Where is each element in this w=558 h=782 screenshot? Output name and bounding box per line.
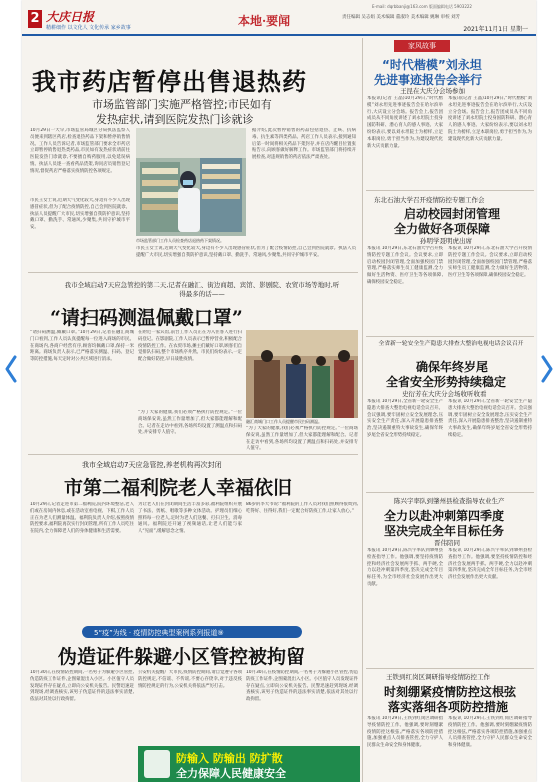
elderly-headline: 市第二福利院老人幸福依旧 <box>64 477 293 499</box>
elderly-body-col2: 为让老人们在封闭期间生活丰富多彩,福利院组织开展了书法、剪纸、唱歌等多种文体活动。护理员们细心照料每一位老人,定时为老人们送餐、打扫卫生、消毒通风。福利院还开通了视频通话,让老人们能与家人“见面”,缓解思念之情。 <box>138 502 242 535</box>
masks-body-col2: 在附近一家宾馆,前台工作人员正在为入住客人进行扫码登记。在影剧院,工作人员表示已暂停营业,积极配合疫情防控工作。在农贸市场,摊主们戴好口罩,顾客们自觉排队扫码,整个市场秩序井然。市民们纷纷表示,一定配合做好防控,早日战胜疫情。 <box>138 330 242 363</box>
banner-illustration <box>144 750 170 778</box>
contact-line: E-mail: dqrbbanji@163.com 版面编辑电话 5903222 <box>372 4 472 9</box>
rc1-byline: 王昆在大庆分会场参加 <box>400 87 465 95</box>
rc2-title-2: 全力做好各项保障 <box>394 222 491 236</box>
next-page-arrow[interactable] <box>540 354 554 384</box>
elderly-body-col3: 86岁的李大爷说:“福利院的工作人员对我们照顾得很周到,吃得好、住得好,我们一定配合好防疫工作,让家人放心。” <box>246 502 358 514</box>
rc4-body-col1: 本报讯 10月29日,陈兴宇率队到肇州县检查指导工作。他强调,要坚持疫情防控和经济社会发展两手抓、两手硬,全力以赴冲刺第四季度,坚决完成全年目标任务,为全市经济社会发展作出更大贡献。 <box>367 548 443 587</box>
rc1-title-2: 先进事迹报告会举行 <box>374 73 483 87</box>
divider <box>28 454 358 455</box>
editor-credits: 责任编辑 吴志娟 美术编辑 董淑玲 美术编辑 姚琳 审校 刘芳 <box>342 15 461 20</box>
fake-cert-body-col3: 10月30日,在疫情防控期间,一名男子为躲避小区管控,伪造防疫工作证件,企图蒙混出入小区。小区值守人员发现证件存在疑点,立即向公安机关报告。民警迅速赶到现场,经调查核实,该男子伪造证件的违法事实清楚,依法对其处以行政拘留。 <box>246 670 358 703</box>
epidemic-banner <box>138 746 360 782</box>
rc2-body-col1: 本报讯 10月29日,东北石油大学召开疫情防控专题工作会议。会议要求,立即启动校园封闭管理,全面加强校园门禁管理,严格落实师生员工健康监测,全力做好生活物资、医疗卫生等各项保障,确保校园安全稳定。 <box>367 246 443 285</box>
divider <box>366 190 534 191</box>
lead-headline: 我市药店暂停出售退热药 <box>32 67 307 96</box>
lead-subheadline-1: 市场监管部门实施严格管控;市民如有 <box>92 98 272 111</box>
paper-slogan: 精耕细作 以文化人 文化传承 家乡故事 <box>46 25 131 31</box>
rc4-body-col2: 本报讯 10月29日,陈兴宇率队到肇州县检查指导工作。他强调,要坚持疫情防控和经济社会发展两手抓、两手硬,全力以赴冲刺第四季度,坚决完成全年目标任务,为全市经济社会发展作出更大贡献。 <box>448 548 532 581</box>
rc5-kicker: 王铁到红岗区调研指导疫情防控工作 <box>386 673 490 681</box>
fake-cert-body-col1: 10月30日,在疫情防控期间,一名男子为躲避小区管控,伪造防疫工作证件,企图蒙混出入小区。小区值守人员发现证件存在疑点,立即向公安机关报告。民警迅速赶到现场,经调查核实,该男子伪造证件的违法事实清楚,依法对其处以行政拘留。 <box>30 670 134 703</box>
rc3-body-col2: 本报讯 10月29日,全省新一轮安全生产隐患大排查大整治电视电话会议召开。会议强调,要牢固树立安全发展理念,压实安全生产责任,深入开展隐患排查整治,坚决遏制重特大事故发生,确保年终岁尾全省安全形势持续稳定。 <box>448 399 532 438</box>
rc5-body-col2: 本报讯 10月29日,王铁到红岗区调研指导疫情防控工作。他强调,要时刻绷紧疫情防控这根弦,严格落实各项防控措施,加强重点人员排查管控,全力守护人民群众生命安全和身体健康。 <box>448 716 532 749</box>
lead-body-col1: 10月29日一大早,市场监管局城区分局执法监察人员便来到辖区药店,检查退热药品下架和暂停销售情况。工作人员告诉记者,市场监管部门要求全市药店立即暂停销售退热类药品,市民如有发热症状请前往医院发热门诊就诊,不要擅自购药服用,以免延误病情。执法人员逐一查看药品货架,询问店员销售登记情况,督促药店严格落实疫情防控各项规定。 <box>30 128 130 174</box>
series-tag <box>394 40 450 52</box>
section-title: 本地·要闻 <box>238 14 291 28</box>
masthead <box>22 0 536 36</box>
lead-body-bottom: 市民王女士说,近期天气变化较大,身边有不少人出现感冒症状,但为了配合疫情防控,自己会到医院就诊。执法人员提醒广大市民,切实增强自我防护意识,坚持戴口罩、勤洗手、常通风,少聚集,共同守护城市平安。 <box>136 246 356 258</box>
pharmacy-photo-caption: 市场监管部门工作人员检查药店退热药下架情况。 <box>136 238 224 243</box>
rc5-body-col1: 本报讯 10月29日,王铁到红岗区调研指导疫情防控工作。他强调,要时刻绷紧疫情防控这根弦,严格落实各项防控措施,加强重点人员排查管控,全力守护人民群众生命安全和身体健康。 <box>367 716 443 749</box>
pharmacy-photo <box>136 128 246 236</box>
rc4-title-1: 全力以赴冲刺第四季度 <box>384 509 505 523</box>
rc4-kicker: 陈兴宇率队到肇州县检查指导农业生产 <box>394 497 505 505</box>
page-number: 2 <box>28 10 42 28</box>
rc5-title-2: 落实落细各项防控措施 <box>388 700 509 714</box>
rc1-title-1: “时代楷模”刘永坦 <box>382 58 482 72</box>
lead-body-col2: 据介绍,此次暂停销售的药品包括退热、止咳、抗病毒、抗生素等四类药品。药店工作人员表示,接到通知后第一时间将相关药品下架封存,并在店内醒目位置张贴告示,向顾客做好解释工作。市场监管部门将持续开展检查,对违规销售的药店依法严肃查处。 <box>252 128 356 161</box>
fake-cert-kicker: 5“疫”为线 · 疫情防控典型案例系列报道⑨ <box>94 629 224 637</box>
divider <box>366 492 534 493</box>
rc3-title-2: 全省安全形势持续稳定 <box>386 375 507 389</box>
fake-cert-headline: 伪造证件躲避小区管控被拘留 <box>58 646 306 668</box>
mall-photo-caption: 融汇商城门口工作人员提醒市民扫码测温。 <box>246 419 322 424</box>
masks-body-col1: “请扫码测温,佩戴口罩。”10月29日,记者在融汇商城门口看到,工作人员认真提醒每一位进入商场的市民。在商场内,各商户经营有序,顾客均佩戴口罩,保持一米距离。商场负责人表示,已严格落实测温、扫码、登记等防控措施,每天定时对公共区域进行消杀。 <box>30 330 134 363</box>
series-tag-label: 家风故事 <box>408 42 436 50</box>
rc3-byline: 史衍芳在大庆分会场收听收看 <box>402 390 487 398</box>
masks-body-col2b: “为了大家的健康,我们必须严格执行防控规定。”一位商场保安说,虽然工作量增加了,但大家都能理解和配合。记者在走访中看到,各场所均设置了测温点和扫码处,并安排专人值守。 <box>138 410 242 436</box>
elderly-body-col1: 10月29日,记者走进市第二福利院,院内环境整洁,老人们或在房间内休息,或在活动室看电视、下棋,工作人员正在为老人们测量体温。福利院负责人介绍,按照疫情防控要求,福利院再次实行封闭管理,所有工作人员吃住在院内,全力保障老人们的身体健康和生活需要。 <box>30 502 134 535</box>
masks-kicker: 我市全域启动7天应急管控的第二天,记者在融汇、街边商超、宾馆、影剧院、农贸市场等地时,听得最多的话—— <box>64 281 340 298</box>
divider <box>28 272 358 273</box>
masks-body-col3: “为了大家的健康,我们必须严格执行防控规定。”一位商场保安说,虽然工作量增加了,但大家都能理解和配合。记者在走访中看到,各场所均设置了测温点和扫码处,并安排专人值守。 <box>246 426 358 452</box>
paper-logo: 大庆日报 <box>46 10 95 24</box>
divider <box>366 336 534 337</box>
rc4-byline: 晋伟陪同 <box>434 539 460 547</box>
rc2-kicker: 东北石油大学召开疫情防控专题工作会 <box>374 196 485 204</box>
rc1-body-col2: 本报讯(记者 王晶)10月29日,“时代楷模”刘永坦先进事迹报告会在哈尔滨举行,大庆设立分会场。报告会上,报告团成员从不同角度讲述了刘永坦院士投身国防科研、潜心育人的感人事迹。大家纷纷表示,要以刘永坦院士为榜样,立足本职岗位,勇于担当作为,为建设现代化新大庆贡献力量。 <box>448 96 532 142</box>
mall-photo <box>246 330 358 418</box>
rc4-title-2: 坚决完成全年目标任务 <box>384 524 505 538</box>
elderly-kicker: 我市全域启动7天应急管控,养老机构再次封闭 <box>82 461 222 469</box>
banner-line-2: 全力保障人民健康安全 <box>176 767 286 780</box>
previous-page-arrow[interactable] <box>4 354 18 384</box>
masks-headline: “请扫码测温佩戴口罩” <box>50 307 243 329</box>
rc2-title-1: 启动校园封闭管理 <box>404 207 501 221</box>
rc2-byline: 孙明学聂明虎出席 <box>420 237 472 245</box>
lead-body-col1b: 市民王女士说,近期天气变化较大,身边有不少人出现感冒症状,但为了配合疫情防控,自己会到医院就诊。执法人员提醒广大市民,切实增强自我防护意识,坚持戴口罩、勤洗手、常通风,少聚集,共同守护城市平安。 <box>30 198 130 231</box>
rc1-body-col1: 本报讯(记者 王晶)10月29日,“时代楷模”刘永坦先进事迹报告会在哈尔滨举行,大庆设立分会场。报告会上,报告团成员从不同角度讲述了刘永坦院士投身国防科研、潜心育人的感人事迹。大家纷纷表示,要以刘永坦院士为榜样,立足本职岗位,勇于担当作为,为建设现代化新大庆贡献力量。 <box>367 96 443 149</box>
divider <box>366 668 534 669</box>
issue-date: 2021年11月1日 星期一 <box>463 26 528 33</box>
rc5-title-1: 时刻绷紧疫情防控这根弦 <box>384 685 517 699</box>
column-divider <box>362 38 363 782</box>
lead-subheadline-2: 发热症状,请到医院发热门诊就诊 <box>96 113 254 126</box>
rc3-title-1: 确保年终岁尾 <box>416 360 489 374</box>
fake-cert-body-col2: 公安机关提醒广大市民,疫情防控期间,请自觉遵守各项防控规定,不信谣、不传谣,不要心存侥幸,对于违反疫情防控规定的行为,公安机关将依法严厉打击。 <box>138 670 242 689</box>
rc3-body-col1: 本报讯 10月29日,全省新一轮安全生产隐患大排查大整治电视电话会议召开。会议强调,要牢固树立安全发展理念,压实安全生产责任,深入开展隐患排查整治,坚决遏制重特大事故发生,确保年终岁尾全省安全形势持续稳定。 <box>367 399 443 438</box>
rc2-body-col2: 本报讯 10月29日,东北石油大学召开疫情防控专题工作会议。会议要求,立即启动校园封闭管理,全面加强校园门禁管理,严格落实师生员工健康监测,全力做好生活物资、医疗卫生等各项保障,确保校园安全稳定。 <box>448 246 532 279</box>
rc3-kicker: 全省新一轮安全生产隐患大排查大整治电视电话会议召开 <box>378 341 524 347</box>
banner-line-1: 防输入 防输出 防扩散 <box>176 752 283 765</box>
newspaper-page <box>22 0 536 782</box>
